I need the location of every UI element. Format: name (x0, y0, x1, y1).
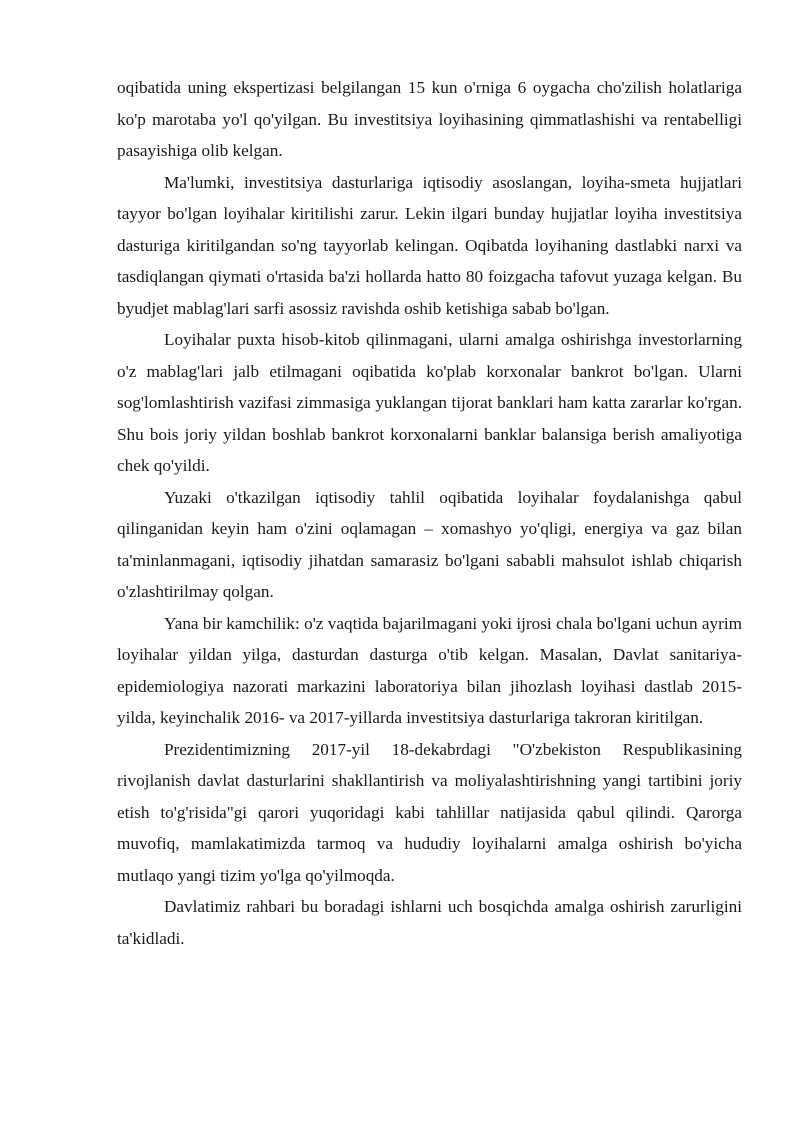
paragraph-shortcoming: Yana bir kamchilik: o'z vaqtida bajarilmagani yoki ijrosi chala bo'lgani uchun ayrim loyihalar yildan yilga, dasturdan dasturga o'tib kelgan. Masalan, Davlat sanitariya-epidemiologiya nazorati markazini laboratoriya bilan jihozlash loyihasi dastlab 2015-yilda, keyinchalik 2016- va 2017-yillarda investitsiya dasturlariga takroran kiritilgan. (117, 613, 742, 727)
paragraph-bankruptcy: Loyihalar puxta hisob-kitob qilinmagani, ularni amalga oshirishga investorlarning o'z mablag'lari jalb etilmagani oqibatida ko'plab korxonalar bankrot bo'lgan. Ularni sog'lomlashtirish vazifasi zimmasiga yuklangan tijorat banklari ham katta zararlar ko'rgan. Shu bois joriy yildan boshlab bankrot korxonalarni banklar balansiga berish amaliyotiga chek qo'yildi. (117, 330, 742, 475)
paragraph-three-stages: Davlatimiz rahbari bu boradagi ishlarni uch bosqichda amalga oshirish zarurligini ta'kidladi. (117, 897, 742, 948)
paragraph-economic-analysis: Yuzaki o'tkazilgan iqtisodiy tahlil oqibatida loyihalar foydalanishga qabul qilinganidan keyin ham o'zini oqlamagan – xomashyo yo'qligi, energiya va gaz bilan ta'minlanmagani, iqtisodiy jihatdan samarasiz bo'lgani sababli mahsulot ishlab chiqarish o'zlashtirilmay qolgan. (117, 487, 742, 601)
document-page (117, 72, 742, 954)
paragraph-investment-programs: Ma'lumki, investitsiya dasturlariga iqtisodiy asoslangan, loyiha-smeta hujjatlari tayyor bo'lgan loyihalar kiritilishi zarur. Lekin ilgari bunday hujjatlar loyiha investitsiya dasturiga kiritilgandan so'ng tayyorlab kelingan. Oqibatda loyihaning dastlabki narxi va tasdiqlangan qiymati o'rtasida ba'zi hollarda hatto 80 foizgacha tafovut yuzaga kelgan. Bu byudjet mablag'lari sarfi asossiz ravishda oshib ketishiga sabab bo'lgan. (117, 172, 742, 318)
paragraph-continuation: oqibatida uning ekspertizasi belgilangan 15 kun o'rniga 6 oygacha cho'zilish holatlariga ko'p marotaba yo'l qo'yilgan. Bu investitsiya loyihasining qimmatlashishi va rentabelligi pasayishiga olib kelgan. (117, 78, 742, 160)
paragraph-presidential-decree: Prezidentimizning 2017-yil 18-dekabrdagi "O'zbekiston Respublikasining rivojlanish davlat dasturlarini shakllantirish va moliyalashtirishning yangi tartibini joriy etish to'g'risida"gi qarori yuqoridagi kabi tahlillar natijasida qabul qilindi. Qarorga muvofiq, mamlakatimizda tarmoq va hududiy loyihalarni amalga oshirish bo'yicha mutlaqo yangi tizim yo'lga qo'yilmoqda. (117, 739, 742, 885)
